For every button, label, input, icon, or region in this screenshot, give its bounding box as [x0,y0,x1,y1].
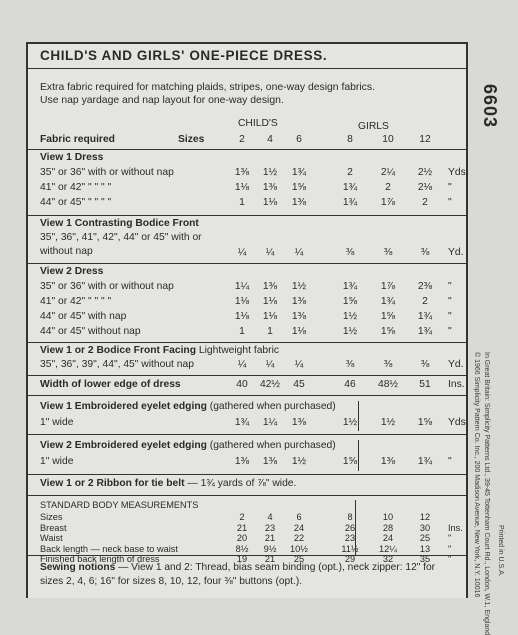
measurement-value: 20 [236,533,248,543]
value-cell: 1⅞ [380,281,396,292]
value-cell: 1 [239,197,245,208]
section-rule [28,474,466,475]
value-cell: ¼ [294,247,304,258]
value-cell: 1⅜ [234,456,250,467]
view1-dress-title: View 1 Dress [40,152,104,163]
measurement-value: 32 [382,554,394,564]
value-cell: 2 [385,182,391,193]
measurement-value: 8 [347,512,353,522]
section-rule [28,555,466,556]
value-cell: ¼ [294,359,304,370]
header-rule [28,149,466,150]
value-cell: 1¾ [417,326,433,337]
value-cell: 1½ [262,167,278,178]
value-cell: 1½ [291,281,307,292]
unit-label: " [448,182,452,193]
column-divider [355,500,356,555]
section-rule [28,434,466,435]
value-cell: ⅜ [383,359,393,370]
v1-edging-label: 1" wide [40,417,74,428]
title-rule [28,68,466,69]
row-label: 35" or 36" with or without nap [40,167,174,178]
measurement-value: 26 [344,522,356,533]
measurement-value: 11½ [341,543,359,554]
row-label: 44" or 45" without nap [40,326,141,337]
unit-label: Ins. [448,379,465,390]
value-cell: 1⅝ [291,182,307,193]
value-cell: 1⅜ [262,182,278,193]
section-rule [28,215,466,216]
value-cell: 1 [267,326,273,337]
value-cell: 42½ [259,379,281,390]
value-cell: 1⅝ [417,417,433,428]
value-cell: 1¾ [417,311,433,322]
value-cell: 1½ [342,417,358,428]
fabric-required-label: Fabric required [40,134,115,145]
section-rule [28,395,466,396]
measurement-value: 10½ [290,543,308,554]
intro-line: Use nap yardage and nap layout for one-way design. [40,94,284,106]
unit-label: Yd. [448,247,464,258]
value-cell: 51 [419,379,431,390]
measurement-value: 21 [236,522,248,533]
pattern-number: 6603 [480,84,500,129]
childs-header: CHILD'S [238,118,278,129]
measurement-value: 4 [267,512,273,522]
size-column-header: 12 [419,134,431,145]
measurement-value: 13 [419,543,431,554]
v2-edging-title-rest: (gathered when purchased) [206,440,336,451]
value-cell: 1¾ [342,197,358,208]
v1-edging-title-rest: (gathered when purchased) [206,401,336,412]
value-cell: 48½ [377,379,399,390]
girls-header: GIRLS [358,121,389,132]
value-cell: ⅜ [420,359,430,370]
facing-title-rest: Lightweight fabric [196,345,280,356]
measurement-value: 23 [344,533,356,543]
unit-label: " [448,296,452,307]
measurement-value: 30 [419,522,431,533]
value-cell: 1⅝ [342,296,358,307]
measurement-value: 21 [264,533,276,543]
facing-title [40,345,279,356]
section-rule [28,495,466,496]
measurement-value: 21 [264,554,276,564]
value-cell: ⅜ [420,247,430,258]
v2-edging-title [40,440,336,451]
unit-label: " [448,326,452,337]
value-cell: ⅜ [345,247,355,258]
measurement-value: 2 [239,512,245,522]
value-cell: 1¾ [380,296,396,307]
value-cell: ¼ [265,247,275,258]
side-printed: Printed in U.S.A. [497,525,504,577]
notions-text-1: — View 1 and 2: Thread, bias seam binding (opt.), neck zipper: 12" for [115,562,436,573]
size-column-header: 10 [382,134,394,145]
sewing-notions [40,561,465,589]
column-divider [358,401,359,431]
value-cell: 2¼ [380,167,396,178]
section-rule [28,375,466,376]
measurement-value: 12¼ [379,543,397,554]
facing-label: 35", 36", 39", 44", 45" without nap [40,359,194,370]
intro-line: Extra fabric required for matching plaids, stripes, one-way design fabrics. [40,82,375,93]
intro-text [40,82,460,107]
v1-edging-title-bold: View 1 Embroidered eyelet edging [40,401,207,412]
value-cell: ¼ [237,247,247,258]
value-cell: 1⅛ [262,311,278,322]
value-cell: ⅜ [383,247,393,258]
measurement-value: 23 [264,522,276,533]
measurement-value: 29 [344,554,356,564]
pattern-sheet [26,42,468,598]
ribbon-title: View 1 or 2 Ribbon for tie belt [40,478,185,489]
value-cell: 1⅜ [234,167,250,178]
value-cell: 1⅞ [380,197,396,208]
value-cell: 1¾ [417,456,433,467]
measurement-value: 24 [293,522,305,533]
measurement-label: Waist [40,533,63,543]
measurement-value: 35 [419,554,431,564]
measurement-value: 12 [419,512,431,522]
v1-edging-title [40,401,336,412]
value-cell: 1⅛ [234,296,250,307]
value-cell: 1¼ [234,281,250,292]
size-column-header: 2 [239,134,245,145]
measurement-value: 19 [236,554,248,564]
measurement-label: Finished back length of dress [40,554,160,564]
row-label: 35" or 36" with or without nap [40,281,174,292]
value-cell: ¼ [237,359,247,370]
measurement-label: Sizes [40,512,63,522]
unit-label: " [448,197,452,208]
sizes-label: Sizes [178,134,205,145]
value-cell: 1¾ [291,167,307,178]
bodice-line: without nap [40,246,93,257]
value-cell: 1⅜ [291,296,307,307]
v2-edging-title-bold: View 2 Embroidered eyelet edging [40,440,207,451]
unit-label: Yds. [448,417,469,428]
unit-label: Yd. [448,359,464,370]
value-cell: 1⅛ [262,296,278,307]
value-cell: 1⅜ [380,456,396,467]
measurement-value: 10 [382,512,394,522]
bodice-line: 35", 36", 41", 42", 44" or 45" with or [40,232,202,243]
value-cell: 1½ [342,311,358,322]
unit-label: " [448,311,452,322]
value-cell: ⅜ [345,359,355,370]
notions-text-2: sizes 2, 4, 6; 16" for sizes 8, 10, 12, four ⅜" buttons (opt.). [40,576,303,587]
unit-label: " [448,456,452,467]
value-cell: 2½ [417,167,433,178]
unit-label: Ins. [448,522,463,533]
value-cell: 1⅝ [342,456,358,467]
v2-edging-label: 1" wide [40,456,74,467]
view1-bodice-title: View 1 Contrasting Bodice Front [40,218,199,229]
row-label: 41" or 42" " " " " [40,182,112,193]
measurement-value: 28 [382,522,394,533]
unit-label: " [448,543,452,554]
measurement-value: 24 [382,533,394,543]
value-cell: 1¾ [234,417,250,428]
value-cell: 1½ [342,326,358,337]
side-britain: In Great Britain: Simplicity Patterns Ltd., 39-45 Tottenham Court Rd., London, W.1, England [483,352,490,635]
ribbon-text: — 1¾ yards of ⅞" wide. [184,478,297,489]
view2-dress-title: View 2 Dress [40,266,104,277]
measurement-value: 25 [419,533,431,543]
unit-label: " [448,281,452,292]
value-cell: 1⅝ [380,326,396,337]
unit-label: " [448,533,452,543]
facing-title-bold: View 1 or 2 Bodice Front Facing [40,345,197,356]
value-cell: 1⅜ [291,311,307,322]
value-cell: 46 [344,379,356,390]
value-cell: 1⅛ [234,182,250,193]
row-label: 44" or 45" with nap [40,311,127,322]
value-cell: 1⅜ [291,417,307,428]
value-cell: 2 [422,296,428,307]
value-cell: 2⅛ [417,182,433,193]
value-cell: 2⅜ [417,281,433,292]
unit-label: " [448,554,452,564]
value-cell: 2 [422,197,428,208]
value-cell: 2 [347,167,353,178]
row-label: 44" or 45" " " " " [40,197,112,208]
value-cell: 1⅝ [380,311,396,322]
value-cell: 1½ [380,417,396,428]
section-rule [28,342,466,343]
value-cell: 1¼ [262,417,278,428]
size-column-header: 4 [267,134,273,145]
value-cell: 40 [236,379,248,390]
column-divider [358,440,359,471]
measurement-value: 9½ [263,543,277,554]
measurement-value: 22 [293,533,305,543]
ribbon-row [40,478,296,489]
value-cell: 1⅛ [234,311,250,322]
measurements-title: STANDARD BODY MEASUREMENTS [40,500,199,510]
row-label: 41" or 42" " " " " [40,296,112,307]
value-cell: 1⅜ [262,281,278,292]
value-cell: 45 [293,379,305,390]
side-copyright: © 1966 Simplicity Pattern Co. Inc., 200 Madison Avenue, New York, N.Y. 10016 [473,352,480,598]
measurement-value: 25 [293,554,305,564]
measurement-value: 6 [296,512,302,522]
value-cell: 1⅛ [262,197,278,208]
page-title: CHILD'S AND GIRLS' ONE-PIECE DRESS. [40,48,328,63]
notions-label: Sewing notions [40,562,116,573]
value-cell: 1⅜ [262,456,278,467]
section-rule [28,263,466,264]
value-cell: 1⅛ [291,326,307,337]
value-cell: 1¾ [342,182,358,193]
value-cell: 1½ [291,456,307,467]
measurement-label: Breast [40,522,67,533]
size-column-header: 8 [347,134,353,145]
unit-label: Yds. [448,167,469,178]
value-cell: 1 [239,326,245,337]
size-column-header: 6 [296,134,302,145]
measurement-value: 8½ [235,543,249,554]
value-cell: 1⅜ [291,197,307,208]
measurement-label: Back length — neck base to waist [40,543,178,554]
value-cell: ¼ [265,359,275,370]
value-cell: 1¾ [342,281,358,292]
width-label: Width of lower edge of dress [40,379,181,390]
